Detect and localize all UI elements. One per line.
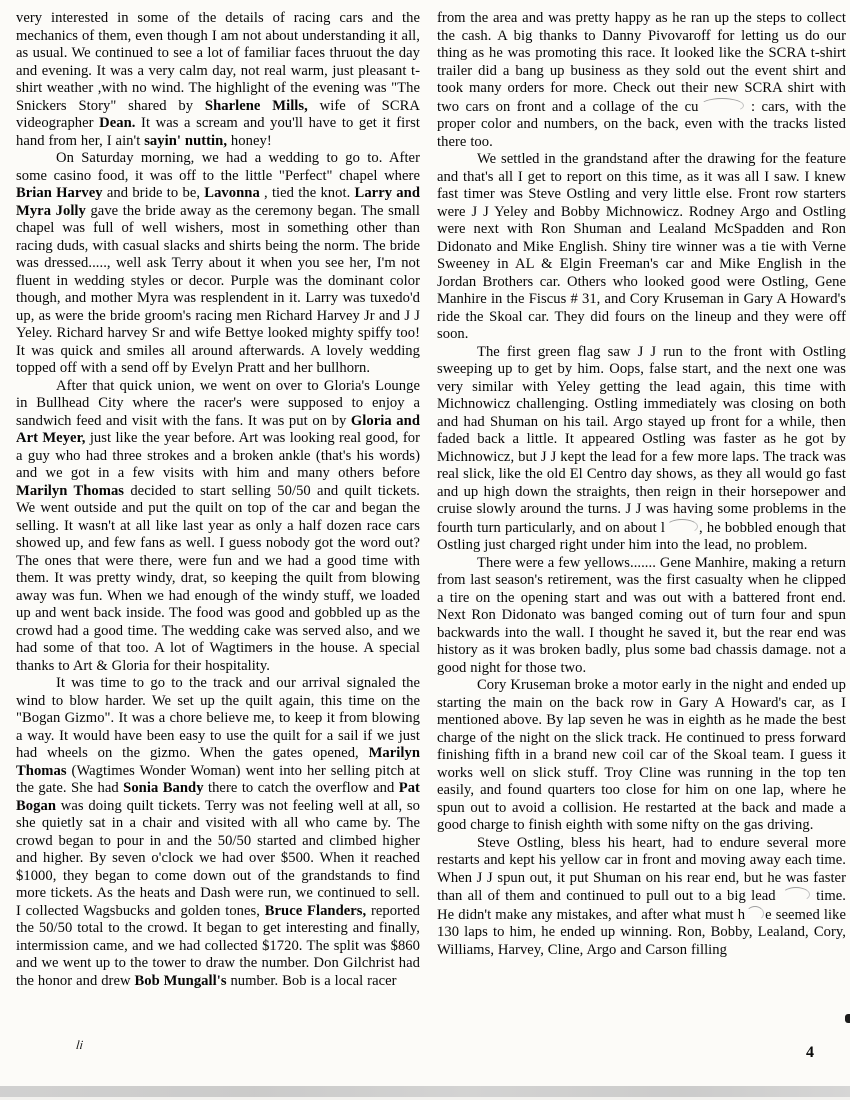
text-run: : cars, with the proper color and numbers, on the back, even with the tracks listed there too. — [437, 98, 846, 150]
bold-name-run: Lavonna — [204, 185, 260, 201]
text-run: We settled in the grandstand after the drawing for the feature and that's all I get to report on this time, as it was all I saw. I knew fast timer was Steve Ostling and very little else. Front row starters were J J Yeley and Bobby Michnowicz. Rodney Argo and Ostling were next with Ron Shuman and Lealand McSpadden and Ron Didonato and Mike English. Shiny tire winner was a tie with Verne Sweeney in AL & Elgin Freeman's car and Mike English in the Jordan Brothers car. Others who looked good were Ostling, Gene Manhire in the Fiscus # 31, and Cory Kruseman in Gary A Howard's ride the Skoal car. They did fours on the lineup and they were off soon. — [437, 151, 846, 342]
text-run: there to catch the overflow and — [203, 780, 399, 796]
paragraph — [437, 10, 846, 151]
paragraph — [16, 10, 420, 150]
bold-name-run: Sharlene Mills, — [204, 97, 308, 114]
text-run: very interested in some of the details of racing cars and the mechanics of them, even though I am not about understanding it all, as usual. We continued to see a lot of familiar faces thruout the day and evening. It was a very calm day, not real warm, just pleasant t-shirt weather ,with no wind. The highlight of the evening was "The Snickers Story" shared by — [16, 10, 420, 114]
paragraph — [16, 378, 420, 676]
text-run: honey! — [227, 132, 272, 149]
paragraph — [437, 151, 846, 344]
text-run: Steve Ostling, bless his heart, had to endure several more restarts and kept his yellow car in front and moving away each time. When J J spun out, it put Shuman on his rear end, but he was faster than all of them and continued to pull out to a big lead — [437, 834, 846, 904]
text-run: There were a few yellows....... Gene Manhire, making a return from last season's retirement, was the first casualty when he clipped a tire on the opening start and was out with a battered front end. Next Ron Didonato was banged coming out of turn four and spun backwards into the wall. I thought he saved it, but the rear end was history as it was broken badly, plus some bad chassis damage. not a good night for those two. — [437, 554, 846, 676]
paragraph — [437, 555, 846, 678]
text-run: It was time to go to the track and our arrival signaled the wind to blow harder. We set up the quilt again, this time on the "Bogan Gizmo". It was a chore believe me, to keep it from blowing a way. It would have been easy to use the quilt for a sail if we just had wheels on the gizmo. When the gates opened, — [16, 675, 420, 761]
text-run: wife of SCRA videographer — [16, 97, 420, 131]
paragraph — [437, 835, 846, 960]
bold-name-run: Bruce Flanders, — [264, 902, 367, 919]
text-column-right — [437, 10, 846, 959]
text-run: Cory Kruseman broke a motor early in the night and ended up starting the main on the back row in Gary A Howard's car, as I mentioned above. By lap seven he was in eighth as he made the best charge of the night on the slick track. He continued to press forward finishing fifth in a brand new coil car of the Skoal team. I guess it works well on slick stuff. Troy Cline was running in the top ten easily, and found quarters too close for him on one lap, where he spun out to avoid a collision. He restarted at the back and made a good charge to finish eighth with some nifty on the gas driving. — [437, 677, 846, 833]
scan-bottom-shadow — [0, 1086, 850, 1097]
text-run: (Wagtimes Wonder Woman) went into her selling pitch at the gate. She had — [16, 762, 420, 796]
page-number: 4 — [806, 1044, 814, 1061]
paragraph — [437, 677, 846, 835]
scan-blotch — [700, 98, 744, 113]
bold-name-run: Dean. — [99, 115, 136, 131]
paragraph — [16, 150, 420, 378]
paragraph — [437, 344, 846, 555]
text-run: decided to start selling 50/50 and quilt tickets. We went outside and put the quilt on top of the car and began the selling. It wasn't at all like last year as only a half dozen race cars showed up, and few fans as well. I guess nobody got the word out? The ones that were there, were fun and we had a good time with them. It was pretty windy, drat, so keeping the quilt from blowing away was fun. When we had enough of the windy stuff, we loaded up and went back inside. The food was good and gobbled up as the crowd had a good time. The wedding cake was served also, and we had some of that too. A lot of Wagtimers in the house. A special thanks to Art & Gloria for their hospitality. — [16, 482, 420, 674]
paragraph — [16, 675, 420, 990]
scan-blotch — [746, 906, 764, 921]
text-run: The first green flag saw J J run to the front with Ostling sweeping up to get by him. Oops, false start, and the next one was very similar with Yeley getting the lead again, this time with Michnowicz challenging. Ostling immediately was closing on both and had Shuman on his tail. Argo stayed up front for a while, then faded back a little. It appeared Ostling was faster as he got by Michnowicz, but J J kept the lead for a few more laps. The track was real slick, like the old El Centro day shows, as they all would go fast and up high down the straights, then reign in their horsepower and cruise slowly around the turns. J J was having some problems in the fourth turn particularly, and on about l — [437, 343, 846, 536]
bold-name-run: Sonia Bandy — [123, 780, 204, 796]
bold-name-run: Bob Mungall's — [134, 972, 227, 989]
text-run: number. Bob is a local racer — [226, 972, 397, 989]
stray-margin-mark: li — [75, 1038, 84, 1052]
bold-name-run: Marilyn Thomas — [16, 482, 125, 499]
text-run: gave the bride away as the ceremony began. The small chapel was full of well wishers, most in something other than racing duds, with casual slacks and shirts being the norm. The bride was dressed....., well ask Terry about it when you see her, I'm not fluent in wedding styles or decor. Purple was the dominant color though, and mother Myra was resplendent in it. Larry was tuxedo'd up, as were the bride groom's racing men Richard Harvey Jr and J J Yeley. Richard harvey Sr and wife Bettye looked mighty spiffy too! It was quick and smiles all around afterwards. A lovely wedding topped off with a send off by Evelyn Pratt and her bullhorn. — [16, 202, 420, 376]
text-run: After that quick union, we went on over to Gloria's Lounge in Bullhead City where the racer's were supposed to enjoy a sandwich feed and visit with the fans. It was put on by — [16, 377, 420, 429]
scan-edge-artifact — [845, 1014, 850, 1023]
text-run: On Saturday morning, we had a wedding to go to. After some casino food, it was off to the little "Perfect" chapel where — [16, 150, 420, 184]
bold-name-run: Gloria and Art Meyer, — [16, 412, 420, 446]
text-run: just like the year before. Art was looking real good, for a guy who had three strokes and a broken ankle (that's his words) and we got in a few visits with him and many others before — [16, 430, 420, 481]
text-run: and bride to be, — [102, 185, 205, 201]
bold-name-run: Pat Bogan — [16, 780, 420, 814]
text-run: reported the 50/50 total to the crowd. It began to get interesting and finally, intermission came, and we had collected $1720. The split was $860 and we went up to the tower to draw the number. Don Gilchrist had the honor and drew — [16, 902, 420, 989]
text-run: , he bobbled enough that Ostling just charged right under him into the lead, no problem. — [437, 519, 846, 553]
text-run: was doing quilt tickets. Terry was not feeling well at all, so she quietly sat in a chair and visited with all who came by. The crowd began to pour in and the 50/50 started and climbed higher and higher. By seven o'clock we had over $500. When it reached $1000, they began to come down out of the grandstands to find more tickets. As the heats and Dash were run, we continued to sell. I collected Wagsbucks and golden tones, — [16, 797, 420, 919]
bold-name-run: Larry and Myra Jolly — [16, 185, 420, 219]
text-run: time. He didn't make any mistakes, and after what must h — [437, 888, 846, 923]
bold-name-run: Brian Harvey — [16, 185, 103, 201]
scan-blotch — [782, 887, 810, 902]
scan-blotch — [666, 519, 698, 534]
text-run: , tied the knot. — [259, 185, 355, 201]
bold-name-run: sayin' nuttin, — [144, 132, 228, 149]
text-run: It was a scream and you'll have to get it first hand from her, I ain't — [16, 115, 420, 149]
text-run: from the area and was pretty happy as he ran up the steps to collect the cash. A big thanks to Danny Pivovaroff for letting us do our thing as he was promoting this race. It looked like the SCRA t-shirt trailer did a bang up business as they sold out the event shirt and took many orders for more. Check out their new SCRA shirt with two cars on front and a collage of the cu — [437, 10, 846, 115]
text-column-left — [16, 10, 420, 990]
text-run: e seemed like 130 laps to him, he ended up winning. Ron, Bobby, Lealand, Cory, Williams, Harvey, Cline, Argo and Carson filling — [437, 906, 847, 958]
bold-name-run: Marilyn Thomas — [16, 745, 420, 779]
